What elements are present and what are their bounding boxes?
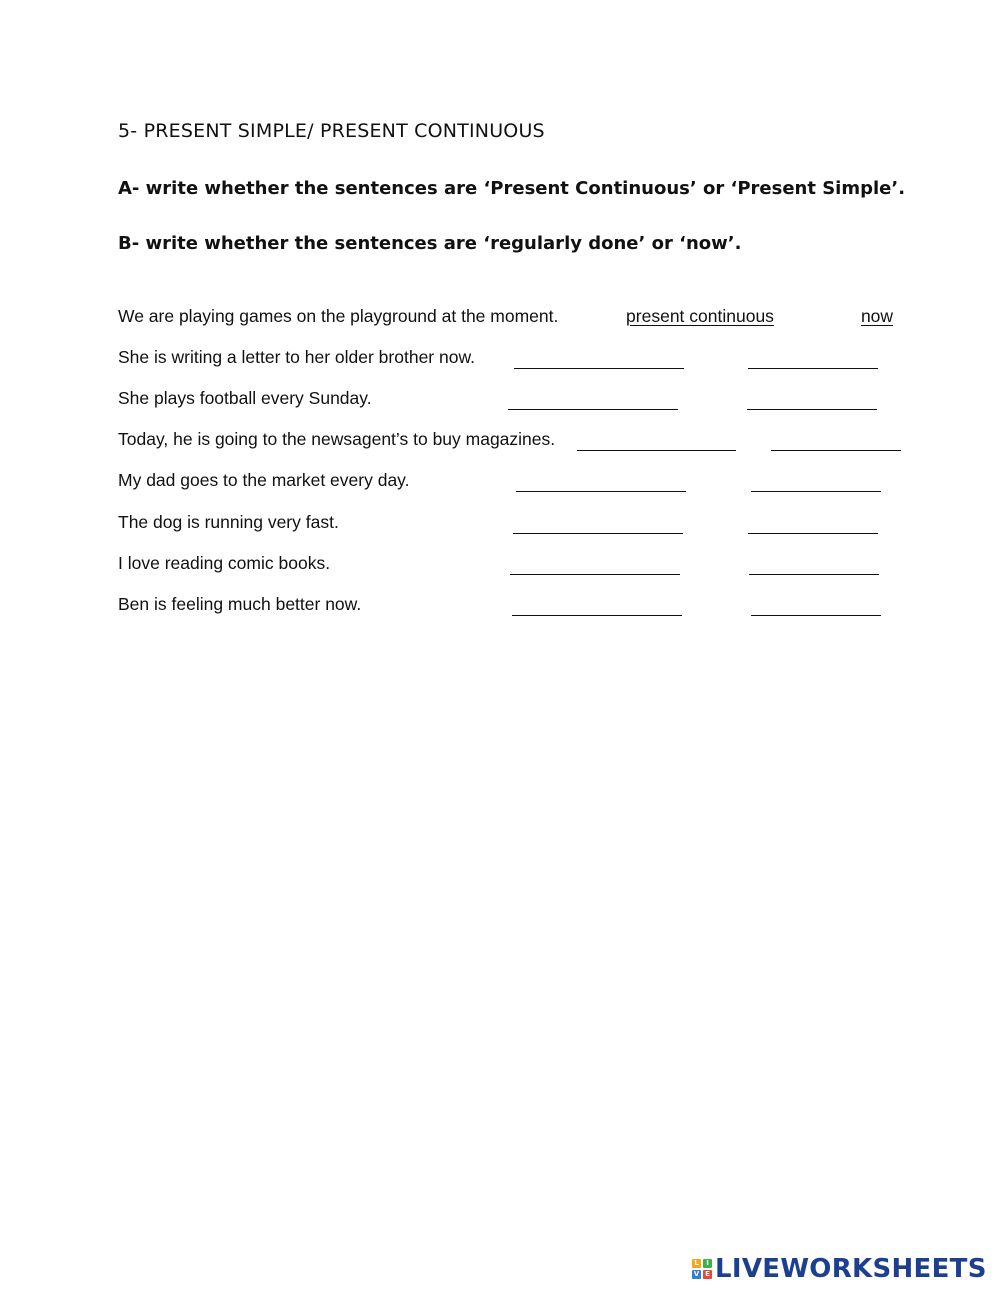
time-answer-blank[interactable] <box>771 429 901 451</box>
exercise-sentence: She is writing a letter to her older brother now. <box>118 347 475 367</box>
exercise-row <box>118 594 948 618</box>
instruction-b: B- write whether the sentences are ‘regularly done’ or ‘now’. <box>118 233 742 254</box>
exercise-row <box>118 470 948 494</box>
time-answer-blank[interactable] <box>748 347 878 369</box>
time-answer-blank[interactable] <box>751 470 881 492</box>
exercise-row <box>118 306 948 330</box>
section-heading <box>118 120 545 142</box>
exercise-sentence: Today, he is going to the newsagent’s to buy magazines. <box>118 429 556 449</box>
exercise-sentence: The dog is running very fast. <box>118 512 339 532</box>
logo-letter-l: L <box>692 1259 701 1268</box>
exercise-sentence: We are playing games on the playground at the moment. <box>118 306 559 326</box>
logo-mark-icon <box>692 1259 712 1279</box>
time-answer-blank[interactable] <box>749 553 879 575</box>
exercise-row <box>118 347 948 371</box>
section-title: PRESENT SIMPLE/ PRESENT CONTINUOUS <box>143 120 545 142</box>
tense-answer-blank[interactable] <box>508 388 678 410</box>
exercise-row <box>118 553 948 577</box>
exercise-row <box>118 388 948 412</box>
tense-answer-blank[interactable] <box>577 429 736 451</box>
liveworksheets-logo <box>692 1252 987 1286</box>
time-answer-blank[interactable] <box>748 512 878 534</box>
exercise-sentence: Ben is feeling much better now. <box>118 594 362 614</box>
tense-answer-blank[interactable] <box>514 347 684 369</box>
section-number: 5- <box>118 120 138 142</box>
tense-answer-blank[interactable] <box>516 470 686 492</box>
exercise-sentence: I love reading comic books. <box>118 553 331 573</box>
tense-answer-blank[interactable] <box>512 594 682 616</box>
instruction-a: A- write whether the sentences are ‘Present Continuous’ or ‘Present Simple’. <box>118 178 906 199</box>
time-answer-blank[interactable]: now <box>860 306 894 326</box>
exercise-sentence: She plays football every Sunday. <box>118 388 372 408</box>
tense-answer-blank[interactable] <box>510 553 680 575</box>
logo-letter-v: V <box>693 1270 700 1278</box>
logo-letter-e: E <box>703 1270 712 1279</box>
exercise-sentence: My dad goes to the market every day. <box>118 470 410 490</box>
exercise-row <box>118 512 948 536</box>
tense-answer-blank[interactable] <box>513 512 683 534</box>
tense-answer-blank[interactable]: present continuous <box>626 306 774 326</box>
time-answer-blank[interactable] <box>751 594 881 616</box>
logo-letter-i: I <box>703 1259 712 1268</box>
exercise-row <box>118 429 948 453</box>
time-answer-blank[interactable] <box>747 388 877 410</box>
logo-wordmark: LIVEWORKSHEETS <box>715 1254 987 1284</box>
